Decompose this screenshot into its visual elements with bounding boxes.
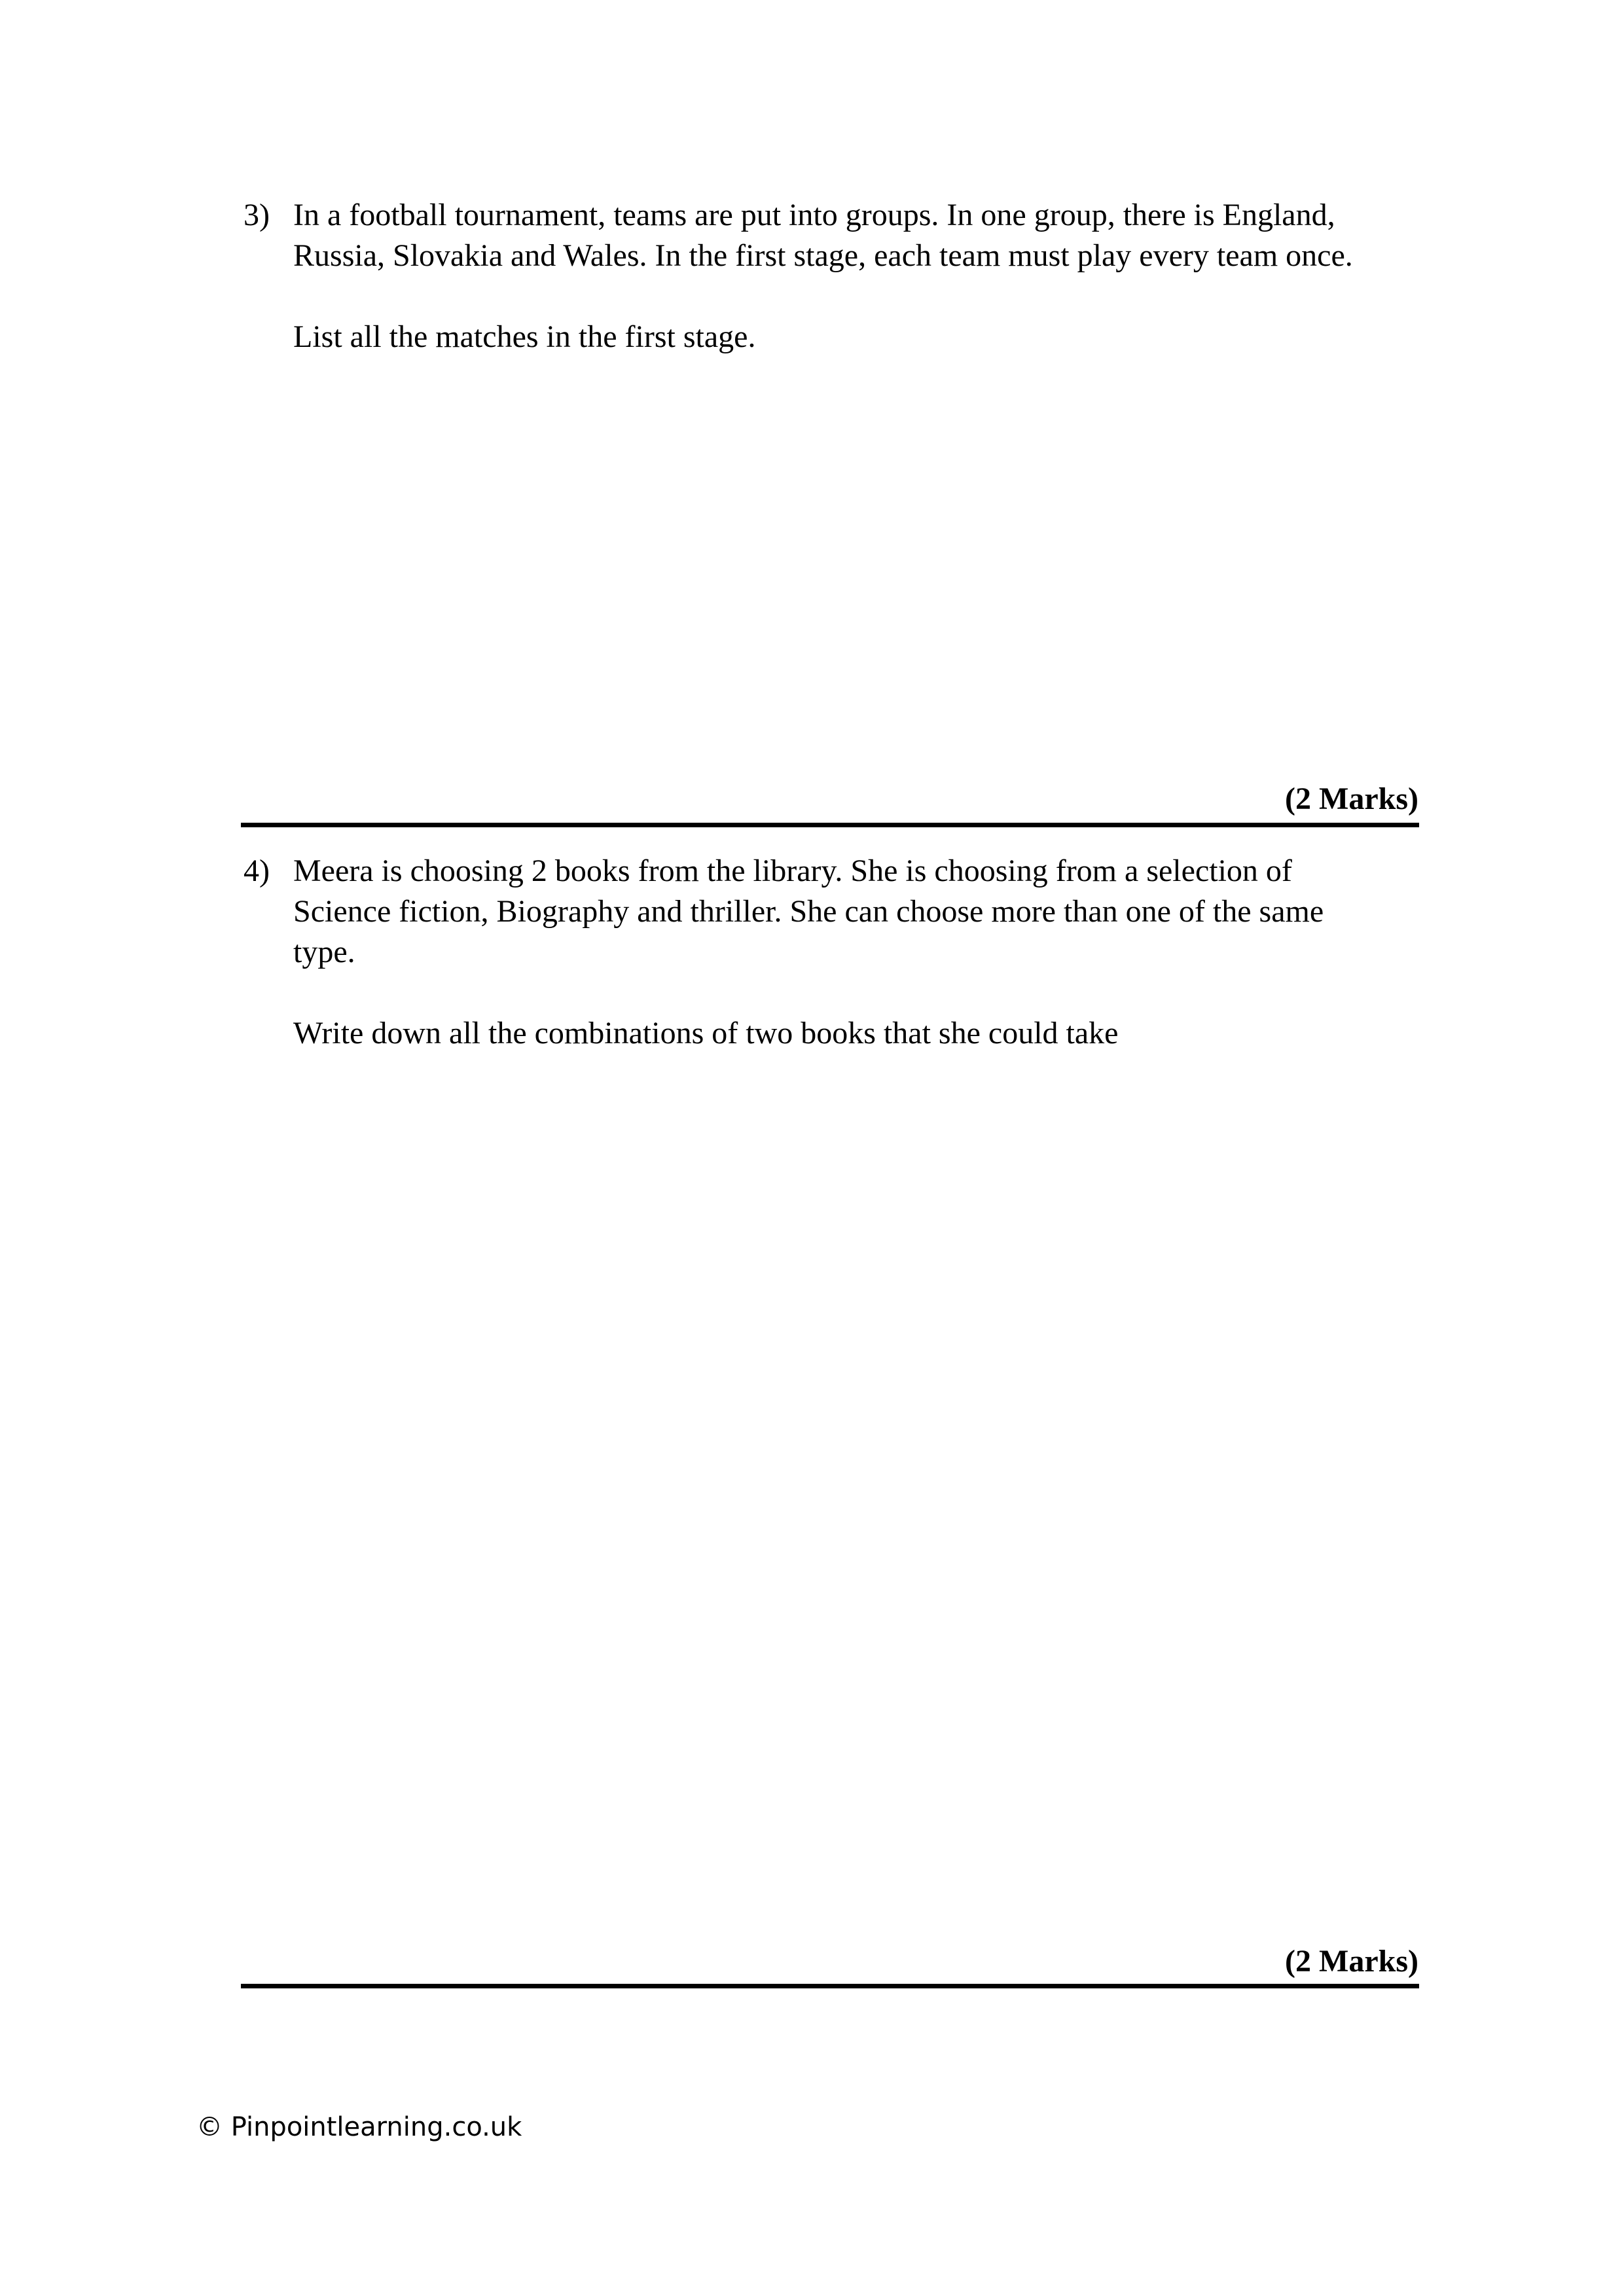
marks-label: (2 Marks): [1285, 781, 1418, 816]
question-line: type.: [293, 935, 355, 969]
question-line: In a football tournament, teams are put into groups. In one group, there is England,: [293, 198, 1335, 232]
copyright-footer: © Pinpointlearning.co.uk: [196, 2112, 522, 2142]
question-line: Russia, Slovakia and Wales. In the first stage, each team must play every team once.: [293, 238, 1353, 273]
question-line: Meera is choosing 2 books from the library. She is choosing from a selection of: [293, 853, 1292, 888]
question-text: [293, 851, 1419, 1054]
question-prompt: List all the matches in the first stage.: [293, 319, 756, 354]
marks-label: (2 Marks): [1285, 1944, 1418, 1979]
question-text: [293, 195, 1419, 357]
question-statement: [293, 851, 1419, 973]
question-number: 4): [244, 853, 270, 888]
question-line: Science fiction, Biography and thriller. She can choose more than one of the same: [293, 894, 1324, 929]
question-prompt: Write down all the combinations of two books that she could take: [293, 1016, 1119, 1050]
question-statement: [293, 195, 1419, 276]
question-number: 3): [244, 198, 270, 232]
section-divider: [241, 823, 1419, 827]
section-divider: [241, 1984, 1419, 1988]
